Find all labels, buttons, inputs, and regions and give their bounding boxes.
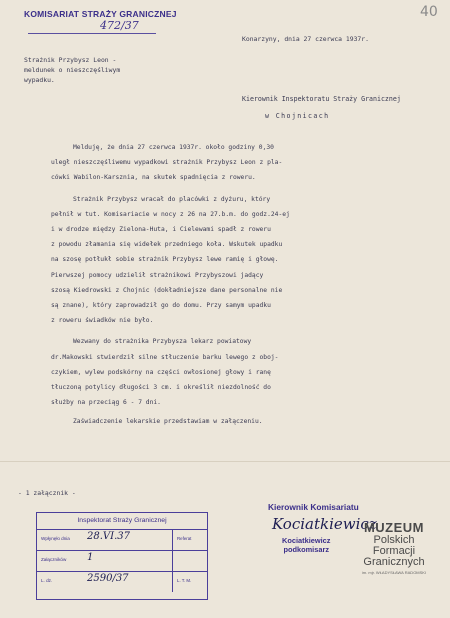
signatory-stamp	[282, 536, 330, 554]
registry-row-number	[37, 572, 207, 592]
body-line: Pierwszej pomocy udzielił strażnikowi Przybyszowi jadący	[51, 271, 264, 279]
signature-office-stamp: Kierownik Komisariatu	[268, 502, 359, 512]
place-date: Konarzyny, dnia 27 czerwca 1937r.	[242, 35, 369, 43]
registry-side-cell	[172, 572, 208, 592]
number-label: L. dz.	[41, 578, 53, 583]
attachments-value: 1	[87, 552, 94, 563]
handwritten-signature: Kociatkiewicz	[272, 515, 377, 533]
body-line: pełnił w tut. Komisariacie w nocy z 26 na 27.b.m. do godz.24-ej	[51, 210, 290, 218]
subject-line: Strażnik Przybysz Leon - meldunek o nieszczęśliwym wypadku.	[24, 56, 121, 84]
body-line: cówki Wabilon-Karsznia, na skutek spadnięcia z roweru.	[51, 174, 256, 182]
body-line: z roweru świadków nie było.	[51, 317, 154, 325]
addressee-title: Kierownik Inspektoratu Straży Granicznej	[242, 95, 401, 103]
body-line: z powodu złamania się widełek przedniego koła. Wskutek upadku	[51, 241, 283, 249]
body-line: służby na przeciąg 6 - 7 dni.	[51, 399, 161, 407]
body-line: szosą Kiedrowski z Chojnic (dokładniejsze dane personalne nie	[51, 286, 283, 294]
received-label: Wpłynęło dnia	[41, 536, 70, 541]
body-line: Wezwany do strażnika Przybysza lekarz powiatowy	[73, 338, 252, 346]
watermark-line: Polskich	[373, 534, 415, 546]
body-line: czykiem, wylew podskórny na części owłosionej głowy i ranę	[51, 368, 271, 376]
signatory-name: Kociatkiewicz	[282, 536, 331, 545]
watermark-line: Formacji	[372, 545, 416, 557]
body-line: Zaświadczenie lekarskie przedstawiam w załączeniu.	[73, 418, 263, 426]
museum-watermark	[342, 520, 446, 575]
body-line: i w drodze między Zielona-Huta, i Cielewami spadł z roweru	[51, 226, 271, 234]
body-line: dr.Makowski stwierdził silne stłuczenie barku lewego z oboj-	[51, 353, 279, 361]
registry-side-cell	[172, 530, 208, 550]
number-value: 2590/37	[87, 573, 129, 584]
registry-side-cell	[172, 551, 208, 571]
registry-row-attachments	[37, 551, 207, 572]
letter-body	[51, 141, 433, 431]
side-label: Referat	[177, 536, 192, 541]
body-line: Strażnik Przybysz wracał do placówki z dyżuru, który	[73, 195, 271, 203]
registry-row-received	[37, 530, 207, 551]
body-line: na szosę potłukł sobie strażnik Przybysz lewe ramię i głowę.	[51, 256, 279, 264]
body-line: Melduję, że dnia 27 czerwca 1937r. około godziny 0,30	[73, 144, 274, 151]
body-line: uległ nieszczęśliwemu wypadkowi strażnik Przybysz Leon z pla-	[51, 159, 283, 167]
registry-number: 472/37	[100, 19, 139, 32]
body-line: są znane), który zaprowadził go do domu. Przy samym upadku	[51, 302, 271, 310]
page-number: 40	[420, 4, 438, 20]
registry-stamp-title: Inspektorat Straży Granicznej	[37, 513, 207, 530]
office-stamp: KOMISARIAT STRAŻY GRANICZNEJ	[24, 9, 177, 19]
body-line: tłuczoną potylicy długości 3 cm. i określił niezdolność do	[51, 384, 271, 392]
watermark-line: Granicznych	[363, 556, 425, 568]
watermark-line: im. mjr. WŁADYSŁAWA RADOMSKI	[361, 570, 427, 575]
stamp-underline	[28, 33, 156, 34]
paper-fold	[0, 461, 450, 462]
side-label: L. T. M.	[177, 578, 192, 583]
enclosure-note: - 1 załącznik -	[18, 489, 76, 497]
addressee-city: w Chojnicach	[265, 112, 330, 120]
attachments-label: Załączników	[41, 557, 67, 562]
registry-stamp	[36, 512, 208, 600]
watermark-line: MUZEUM	[363, 520, 425, 535]
received-value: 28.VI.37	[87, 531, 130, 542]
signatory-rank: podkomisarz	[283, 545, 330, 554]
